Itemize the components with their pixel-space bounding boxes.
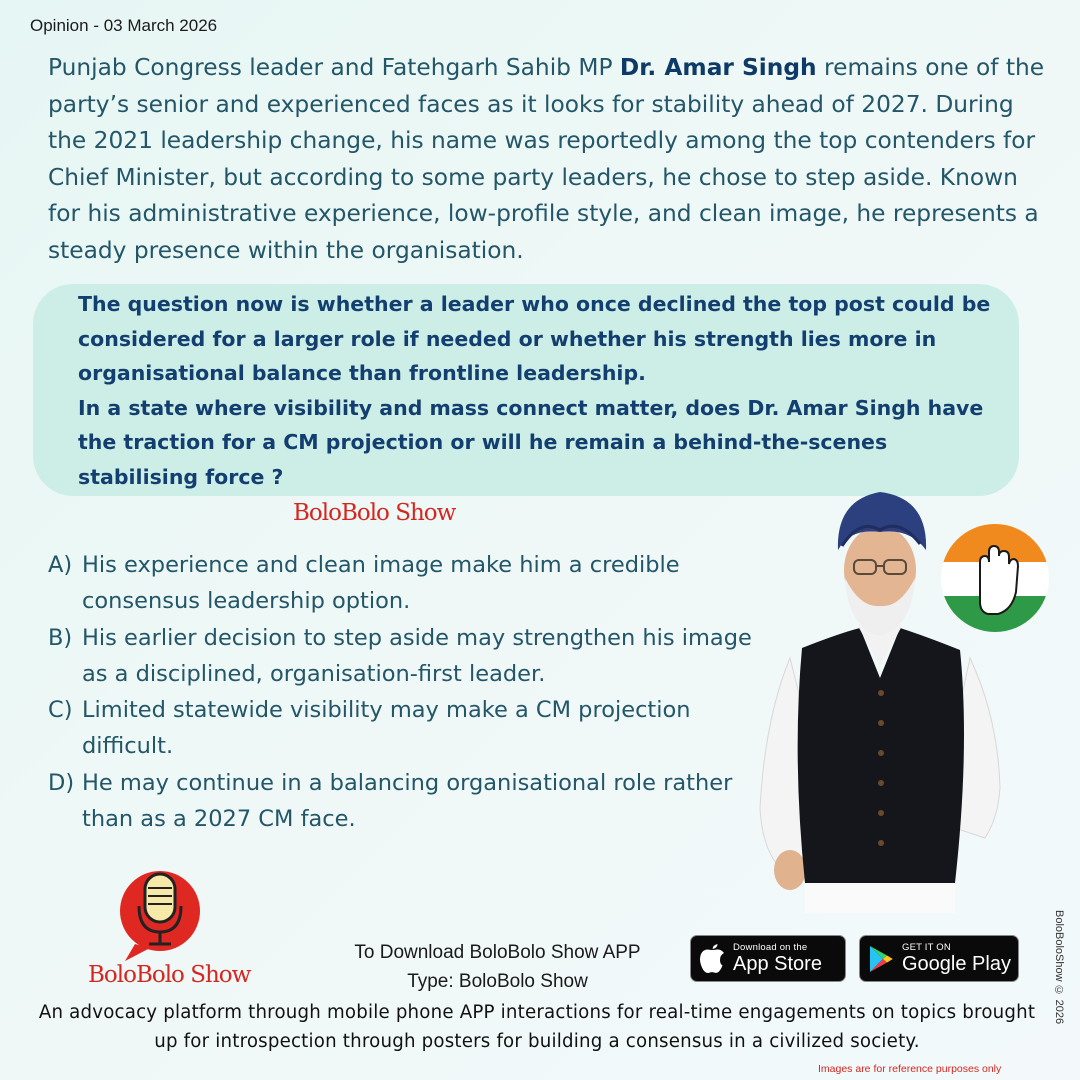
intro-paragraph <box>48 50 1048 269</box>
option-text: His earlier decision to step aside may strengthen his image as a disciplined, organisation-first leader. <box>82 624 752 687</box>
brand-wordmark-mid: BoloBolo Show <box>293 500 456 526</box>
download-line-1: To Download BoloBolo Show APP <box>354 942 641 963</box>
leader-name: Dr. Amar Singh <box>619 54 817 81</box>
google-play-small-text: GET IT ON <box>902 941 951 953</box>
option-key: D) <box>48 769 75 796</box>
app-store-button[interactable] <box>690 935 846 982</box>
microphone-icon <box>115 866 205 962</box>
intro-before-name: Punjab Congress leader and Fatehgarh Sahib MP <box>48 54 620 81</box>
copyright-notice: BoloBoloShow © 2026 <box>1053 910 1065 1025</box>
option-key: A) <box>48 552 73 578</box>
apple-icon <box>691 944 733 974</box>
option-b[interactable] <box>48 620 768 693</box>
option-text: He may continue in a balancing organisational role rather than as a 2027 CM face. <box>82 769 733 833</box>
option-text: Limited statewide visibility may make a CM projection difficult. <box>82 697 691 760</box>
option-d[interactable] <box>48 765 768 838</box>
question-para-2: In a state where visibility and mass connect matter, does Dr. Amar Singh have the traction for a CM projection or will he remain a behind-the-scenes stabilising force ? <box>78 395 984 489</box>
google-play-big-text: Google Play <box>902 953 1011 976</box>
option-key: B) <box>48 624 73 651</box>
date-line: Opinion - 03 March 2026 <box>30 16 218 35</box>
app-store-big-text: App Store <box>733 953 822 976</box>
google-play-button[interactable] <box>859 935 1019 982</box>
congress-hand-logo <box>940 522 1050 634</box>
download-line-2: Type: BoloBolo Show <box>407 971 588 992</box>
option-a[interactable] <box>48 547 768 620</box>
options-list <box>48 547 768 837</box>
option-key: C) <box>48 697 73 724</box>
option-c[interactable] <box>48 692 768 765</box>
question-para-1: The question now is whether a leader who once declined the top post could be considered for a larger role if needed or whether his strength lies more in organisational balance than frontline leadership. <box>78 292 991 385</box>
intro-after-name: remains one of the party’s senior and experienced faces as it looks for stability ahead of 2027. During the 2021 leadership change, his name was reportedly among the top contenders for Chief Minister, but according to some party leaders, he chose to step aside. Known for his administrative experience, low-profile style, and clean image, he represents a steady presence within the organisation. <box>48 54 1045 264</box>
option-text: His experience and clean image make him a credible consensus leadership option. <box>82 552 680 615</box>
platform-tagline: An advocacy platform through mobile phone APP interactions for real-time engagements on topics brought up for introspection through posters for building a consensus in a civilized society. <box>38 1002 1036 1052</box>
app-store-small-text: Download on the <box>733 941 808 953</box>
google-play-icon <box>860 945 902 973</box>
image-disclaimer: Images are for reference purposes only <box>818 1063 1002 1075</box>
download-instructions <box>300 938 695 996</box>
question-text <box>78 287 1008 494</box>
brand-wordmark-bottom: BoloBolo Show <box>88 962 251 988</box>
